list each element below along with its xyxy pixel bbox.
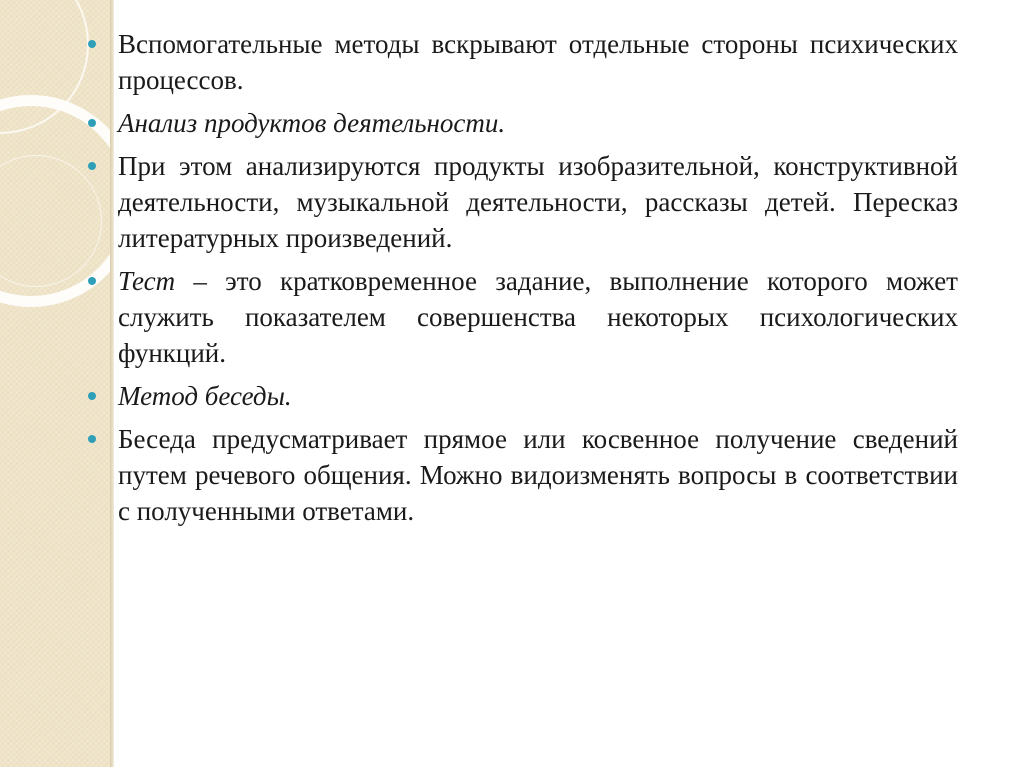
slide-content [88,26,958,536]
bullet-text: Вспомогательные методы вскрывают отдельные стороны психических процессов. [118,29,958,95]
bullet-text: При этом анализируются продукты изобразительной, конструктивной деятельности, музыкальной деятельности, рассказы детей. Пересказ литературных произведений. [118,151,958,253]
bullet-text: – это кратковременное задание, выполнение которого может служить показателем совершенства некоторых психологических функций. [118,266,958,368]
bullet-text: Метод беседы. [118,381,292,411]
bullet-item [88,105,958,141]
bullet-dot-icon [88,162,96,170]
bullet-item [88,148,958,256]
bullet-item [88,421,958,529]
bullet-text: Анализ продуктов деятельности. [118,108,506,138]
bullet-dot-icon [88,40,96,48]
bullet-item [88,263,958,371]
bullet-dot-icon [88,277,96,285]
bullet-dot-icon [88,392,96,400]
bullet-text: Беседа предусматривает прямое или косвенное получение сведений путем речевого общения. Можно видоизменять вопросы в соответствии с полученными ответами. [118,424,958,526]
bullet-item [88,26,958,98]
bullet-dot-icon [88,435,96,443]
term-label: Тест [118,266,176,296]
bullet-item [88,378,958,414]
bullet-dot-icon [88,119,96,127]
